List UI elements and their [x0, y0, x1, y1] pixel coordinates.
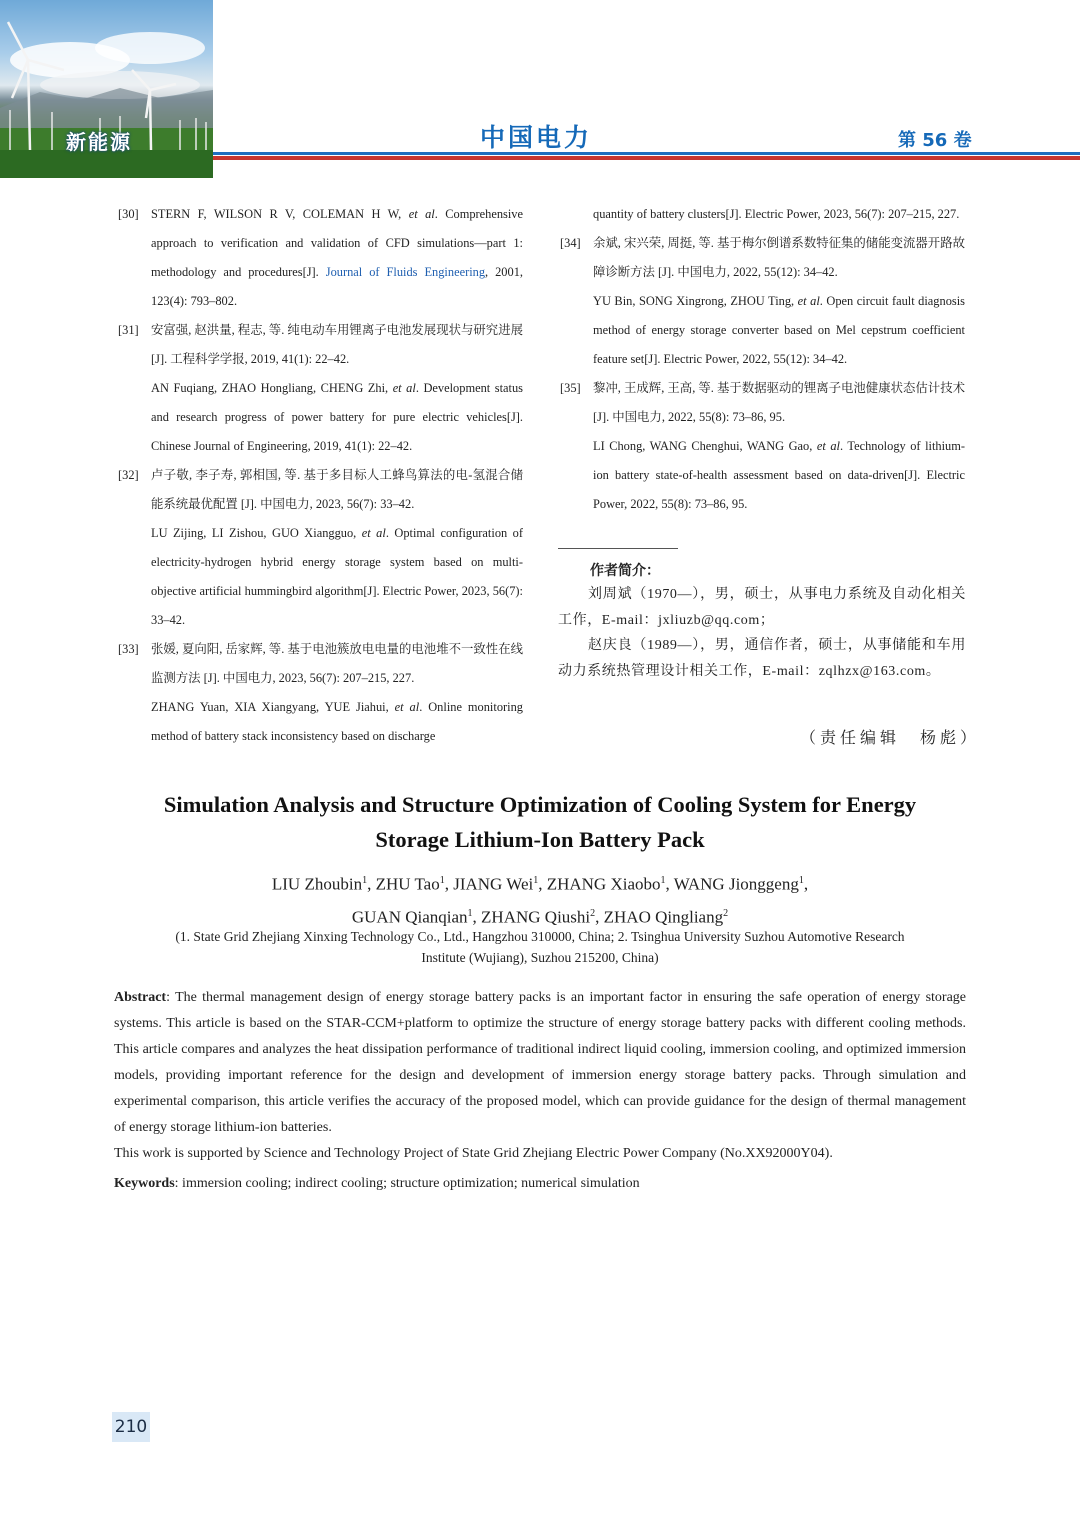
author-name: GUAN Qianqian — [351, 907, 468, 927]
reference-item — [118, 316, 523, 461]
affiliation-line: (1. State Grid Zhejiang Xinxing Technology Co., Ltd., Hangzhou 310000, China; 2. Tsinghua University Suzhou Automotive Research — [175, 929, 905, 944]
reference-et-al: et al — [797, 294, 820, 308]
author-name: LIU Zhoubin — [271, 874, 363, 894]
keywords-label: Keywords — [114, 1176, 175, 1191]
english-affiliations — [110, 926, 970, 968]
header-rule-red — [213, 156, 1080, 160]
reference-et-al: et al — [408, 207, 435, 221]
author-affil-mark: 2 — [723, 907, 729, 919]
reference-text: . Technology of lithium-ion battery state-of-health assessment based on data-driven[J]. Electric Power, 2022, 55(8): 73–86, 95. — [593, 439, 966, 511]
author-name: JIANG Wei — [453, 874, 534, 894]
header-rule-blue — [213, 152, 1080, 155]
reference-item — [118, 635, 523, 751]
reference-et-al: et al — [816, 439, 840, 453]
reference-text: STERN F, WILSON R V, COLEMAN H W, — [151, 207, 409, 221]
english-abstract — [114, 985, 966, 1197]
header-photo-wind-turbines — [0, 0, 213, 178]
author-bio: 赵庆良（1989—），男，通信作者，硕士，从事储能和车用动力系统热管理设计相关工作，E-mail：zqlhzx@163.com。 — [558, 638, 966, 679]
references-right-column — [560, 200, 965, 519]
abstract-label: Abstract — [114, 990, 167, 1005]
reference-item — [118, 200, 523, 316]
journal-name: 中国电力 — [480, 123, 593, 152]
reference-text: . Development status and research progress of power battery for pure electric vehicles[J]. Chinese Journal of Engineering, 2019, 41(1): 22–42. — [151, 381, 523, 453]
author-section-divider — [558, 548, 678, 549]
reference-number: [30] — [118, 207, 139, 221]
abstract-text: : The thermal management design of energy storage battery packs is an important factor in ensuring the safe operation of energy storage systems. This article is based on the STAR-CCM+platform to optimize the structure of energy storage battery packs with different cooling methods. This article compares and analyzes the heat dissipation performance of traditional indirect liquid cooling, immersion cooling, and optimized immersion models, providing important reference for the design and development of immersion energy storage battery packs. Through simulation and experimental comparison, this article verifies the accuracy of the proposed model, which can provide guidance for the design of thermal management of energy storage lithium-ion batteries. — [114, 990, 966, 1135]
reference-chinese: 张媛, 夏向阳, 岳家辉, 等. 基于电池簇放电电量的电池堆不一致性在线监测方法 [J]. 中国电力, 2023, 56(7): 207–215, 227. — [151, 642, 523, 685]
responsible-editor: （责任编辑 杨彪） — [800, 730, 981, 747]
reference-number: [33] — [118, 642, 139, 656]
affiliation-line: Institute (Wujiang), Suzhou 215200, China) — [421, 950, 659, 965]
keywords-text: : immersion cooling; indirect cooling; structure optimization; numerical simulation — [174, 1176, 640, 1191]
author-intro — [558, 582, 966, 684]
reference-text: quantity of battery clusters[J]. Electric Power, 2023, 56(7): 207–215, 227. — [593, 207, 960, 221]
reference-chinese: 卢子敬, 李子寿, 郭相国, 等. 基于多目标人工蜂鸟算法的电-氢混合储能系统最优配置 [J]. 中国电力, 2023, 56(7): 33–42. — [151, 468, 523, 511]
english-authors: LIU Zhoubin$^1$, ZHU Tao$^1$, JIANG Wei$^1$, ZHANG Xiaobo$^1$, WANG Jionggeng$^1$, GUAN Qianqian$^1$, ZHANG Qiushi$^2$, ZHAO Qingliang$^2$ — [271, 874, 809, 927]
reference-et-al: et al — [361, 526, 386, 540]
reference-item — [560, 229, 965, 374]
section-label: 新能源 — [66, 130, 132, 154]
author-affil-mark: 1 — [533, 875, 539, 886]
reference-chinese: 黎冲, 王成辉, 王高, 等. 基于数据驱动的锂离子电池健康状态估计技术 [J]. 中国电力, 2022, 55(8): 73–86, 95. — [593, 381, 965, 424]
author-affil-mark: 1 — [467, 907, 473, 919]
reference-journal-link[interactable]: Journal of Fluids Engineering — [325, 265, 486, 279]
reference-et-al: et al — [394, 700, 420, 714]
reference-number: [32] — [118, 468, 139, 482]
reference-text: LU Zijing, LI Zishou, GUO Xiangguo, — [151, 526, 362, 540]
references-left-column — [118, 200, 523, 751]
author-affil-mark: 2 — [590, 907, 596, 919]
reference-text: LI Chong, WANG Chenghui, WANG Gao, — [593, 439, 817, 453]
reference-number: [31] — [118, 323, 139, 337]
reference-item — [118, 461, 523, 635]
reference-text: . Optimal configuration of electricity-hydrogen hybrid energy storage system based on multi-objective artificial hummingbird algorithm[J]. Electric Power, 2023, 56(7): 33–42. — [151, 526, 523, 627]
reference-text: AN Fuqiang, ZHAO Hongliang, CHENG Zhi, — [151, 381, 393, 395]
reference-text: . Comprehensive approach to verification and validation of CFD simulations—part 1: methodology and procedures[J]. — [151, 207, 524, 279]
reference-item — [560, 374, 965, 519]
author-name: ZHANG Xiaobo — [546, 874, 661, 894]
english-title — [110, 787, 970, 857]
reference-chinese: 余斌, 宋兴荣, 周挺, 等. 基于梅尔倒谱系数特征集的储能变流器开路故障诊断方法 [J]. 中国电力, 2022, 55(12): 34–42. — [593, 236, 965, 279]
reference-text: . Open circuit fault diagnosis method of energy storage converter based on Mel cepstrum coefficient feature set[J]. Electric Power, 2022, 55(12): 34–42. — [593, 294, 965, 366]
author-affil-mark: 1 — [798, 875, 804, 886]
reference-chinese: 安富强, 赵洪量, 程志, 等. 纯电动车用锂离子电池发展现状与研究进展 [J]. 工程科学学报, 2019, 41(1): 22–42. — [151, 323, 523, 366]
author-affil-mark: 1 — [362, 875, 368, 886]
author-name: ZHANG Qiushi — [481, 907, 591, 927]
reference-number: [35] — [560, 381, 581, 395]
author-bio: 刘周斌（1970—），男，硕士，从事电力系统及自动化相关工作，E-mail：jxliuzb@qq.com； — [558, 587, 966, 628]
reference-text: . Online monitoring method of battery stack inconsistency based on discharge — [151, 700, 523, 743]
reference-text: YU Bin, SONG Xingrong, ZHOU Ting, — [593, 294, 798, 308]
author-affil-mark: 1 — [660, 875, 666, 886]
reference-text: , 2001, 123(4): 793–802. — [151, 265, 523, 308]
volume-label: 第 56 卷 — [898, 130, 972, 151]
page-number: 210 — [112, 1412, 150, 1442]
reference-et-al: et al — [392, 381, 416, 395]
author-intro-title: 作者简介： — [590, 563, 660, 579]
reference-text: ZHANG Yuan, XIA Xiangyang, YUE Jiahui, — [151, 700, 395, 714]
author-name: ZHAO Qingliang — [603, 907, 724, 927]
reference-continuation — [560, 200, 965, 229]
reference-number: [34] — [560, 236, 581, 250]
author-name: ZHU Tao — [375, 874, 440, 894]
funding-note: This work is supported by Science and Technology Project of State Grid Zhejiang Electric Power Company (No.XX92000Y04). — [114, 1146, 833, 1161]
author-affil-mark: 1 — [439, 875, 445, 886]
author-name: WANG Jionggeng — [673, 874, 799, 894]
english-title-line: Storage Lithium-Ion Battery Pack — [375, 827, 705, 852]
english-title-line: Simulation Analysis and Structure Optimization of Cooling System for Energy — [163, 792, 917, 817]
